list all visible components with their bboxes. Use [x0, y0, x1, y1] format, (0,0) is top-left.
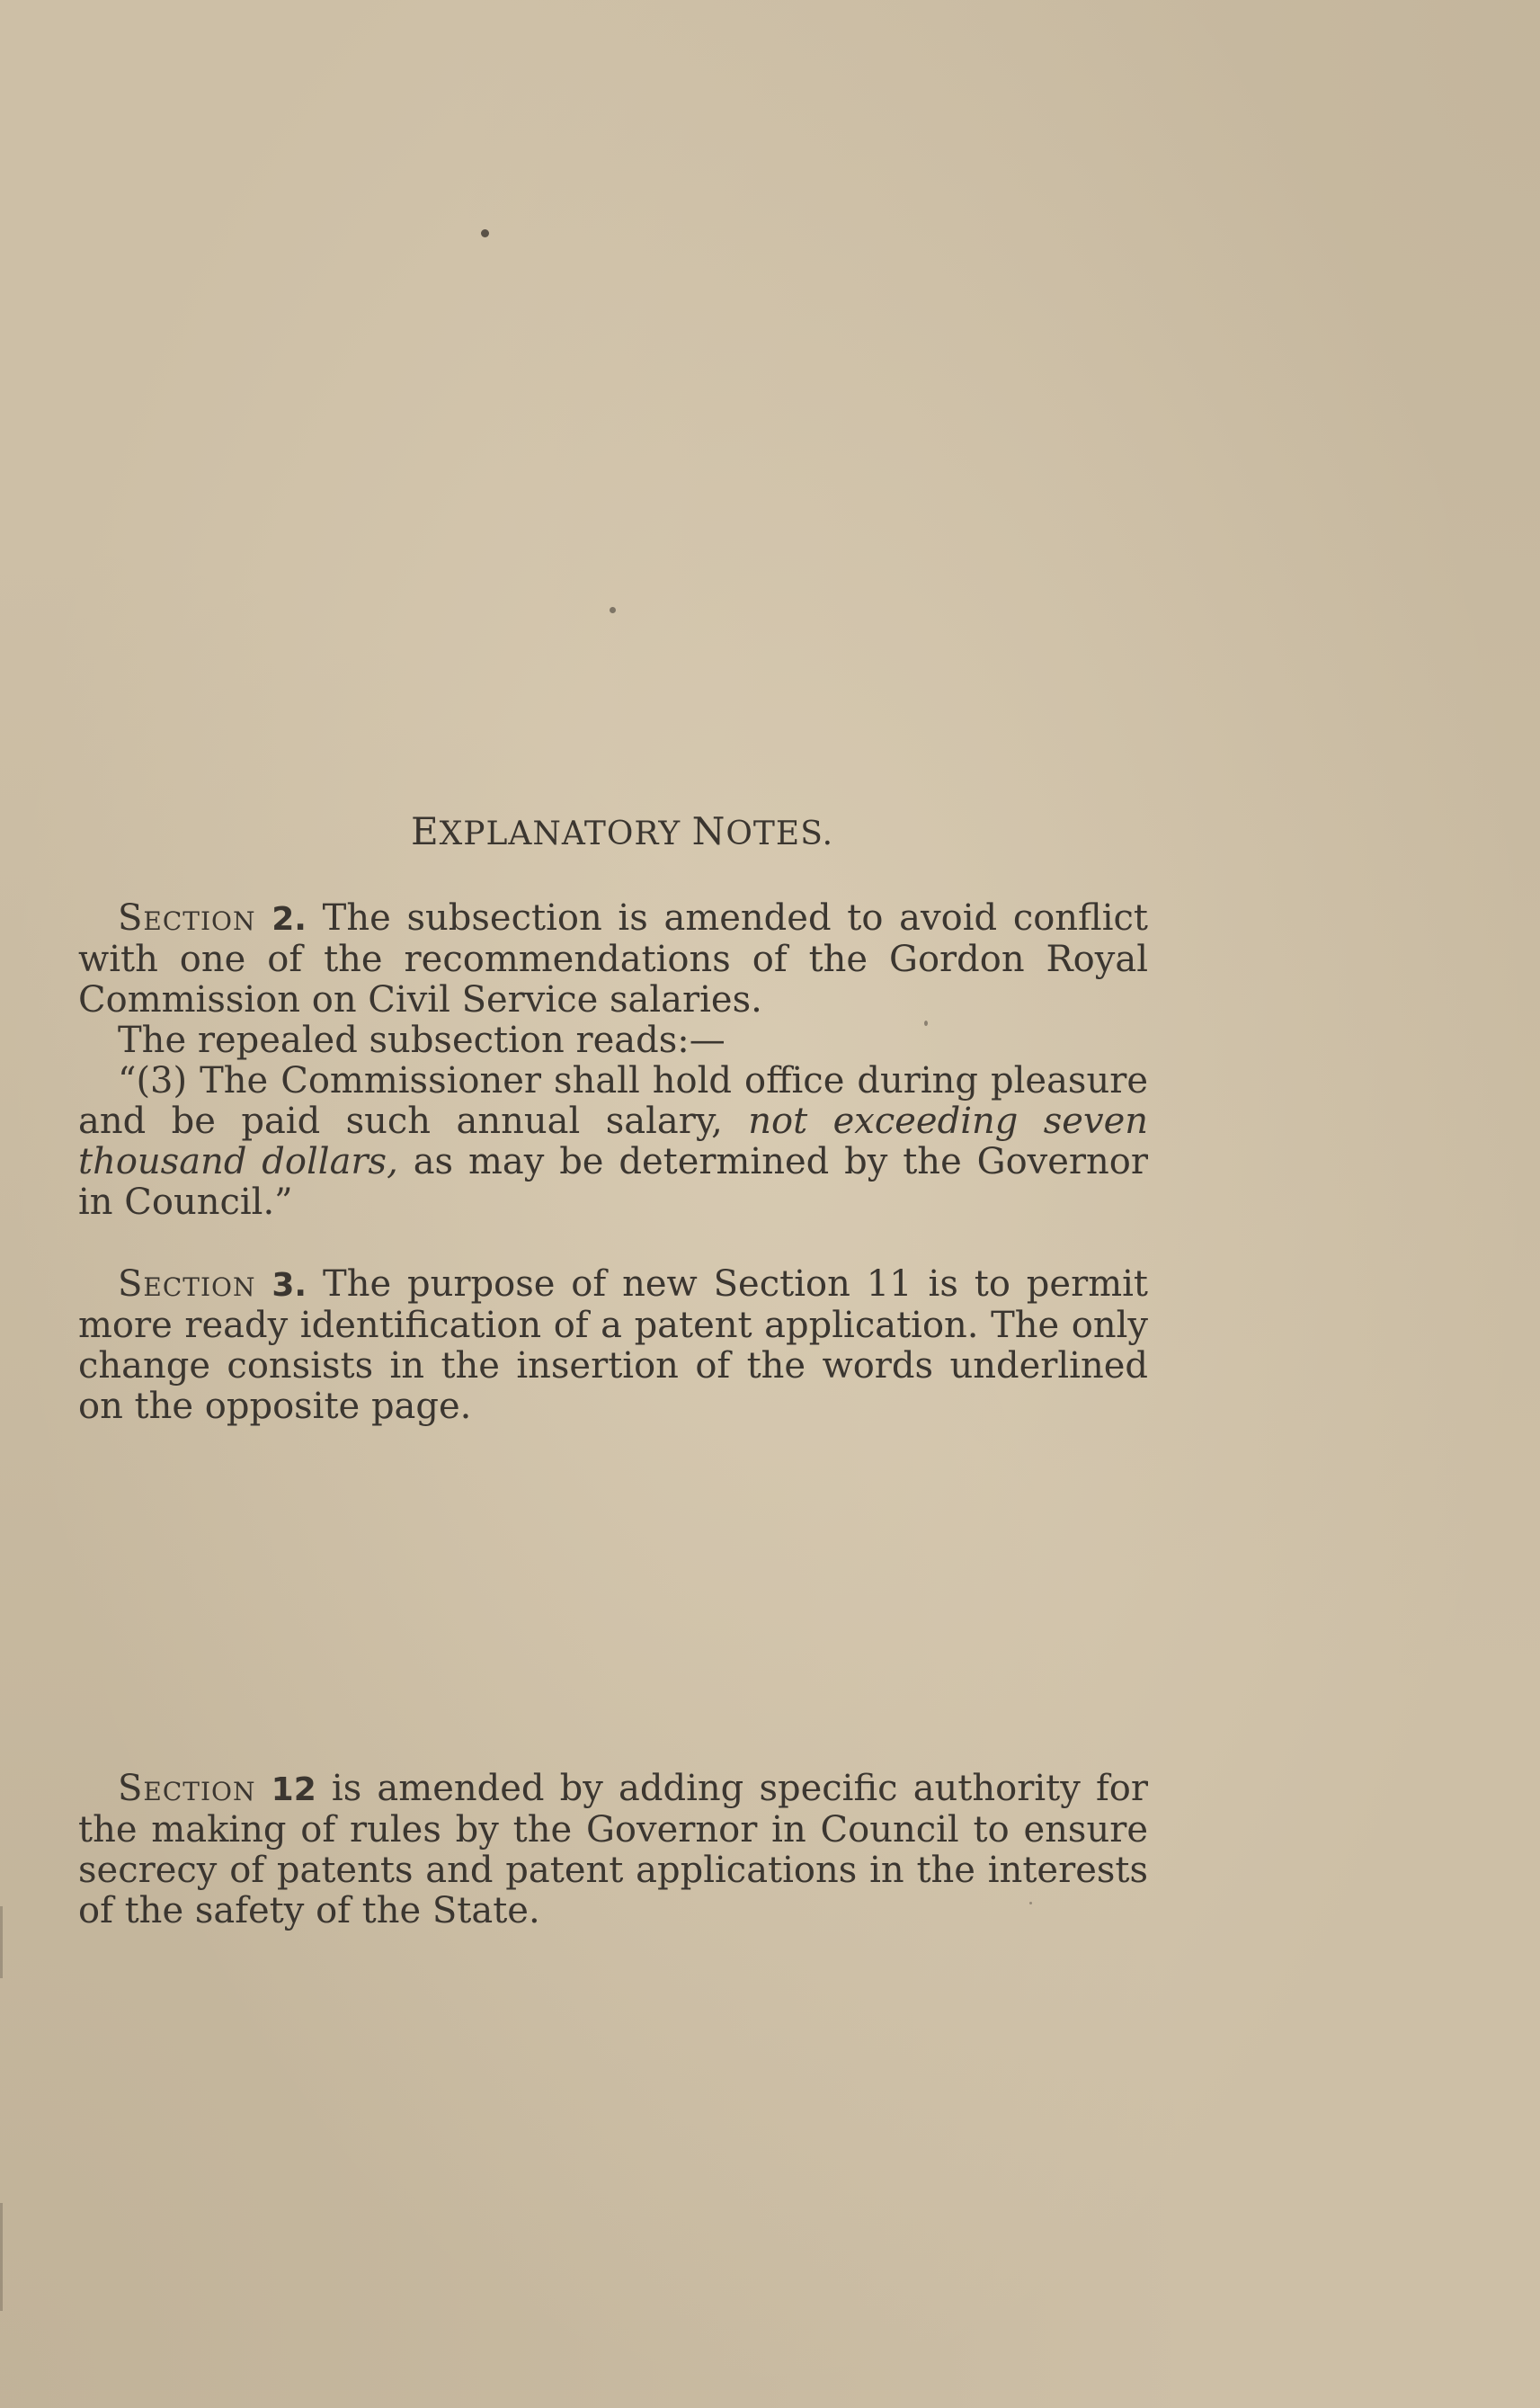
page-edge-mark	[0, 2203, 3, 2311]
section-2-note	[78, 898, 1148, 1223]
paper-speck	[481, 229, 489, 237]
section-number: 2.	[272, 901, 307, 938]
section-3-note	[78, 1264, 1148, 1427]
section-12-paragraph	[78, 1769, 1148, 1931]
explanatory-notes	[78, 809, 1148, 1468]
section-label: Section	[118, 1263, 256, 1305]
section-number: 12	[271, 1771, 316, 1808]
italic-phrase: not exceeding seven thousand dollars,	[78, 1101, 1149, 1182]
notes-heading: EXPLANATORY NOTES.	[410, 809, 834, 853]
section-number: 3.	[272, 1267, 307, 1304]
repealed-intro: The repealed subsection reads:—	[118, 1020, 725, 1061]
section-12-note	[78, 1769, 1148, 1931]
section-3-paragraph	[78, 1264, 1148, 1427]
section-2-paragraph	[78, 898, 1148, 1021]
section-2-text: The subsection is amended to avoid conflict with one of the recommendations of the Gordon Royal Commission on Civil Service salaries.	[78, 897, 1149, 1021]
section-3-text: The purpose of new Section 11 is to permit more ready identification of a patent application. The only change consists in the insertion of the words underlined on the opposite page.	[78, 1263, 1149, 1427]
repealed-quote: “(3) The Commissioner shall hold office during pleasure and be paid such annual salary, not exceeding seven thousand dollars, as may be determined by the Governor in Council.”	[78, 1060, 1149, 1223]
paper-speck	[610, 607, 616, 613]
section-12-text: is amended by adding specific authority for the making of rules by the Governor in Council to ensure secrecy of patents and patent applications in the interests of the safety of the State.	[78, 1768, 1148, 1931]
section-label: Section	[118, 1768, 256, 1809]
section-label: Section	[118, 897, 256, 939]
page-edge-mark	[0, 1906, 3, 1978]
